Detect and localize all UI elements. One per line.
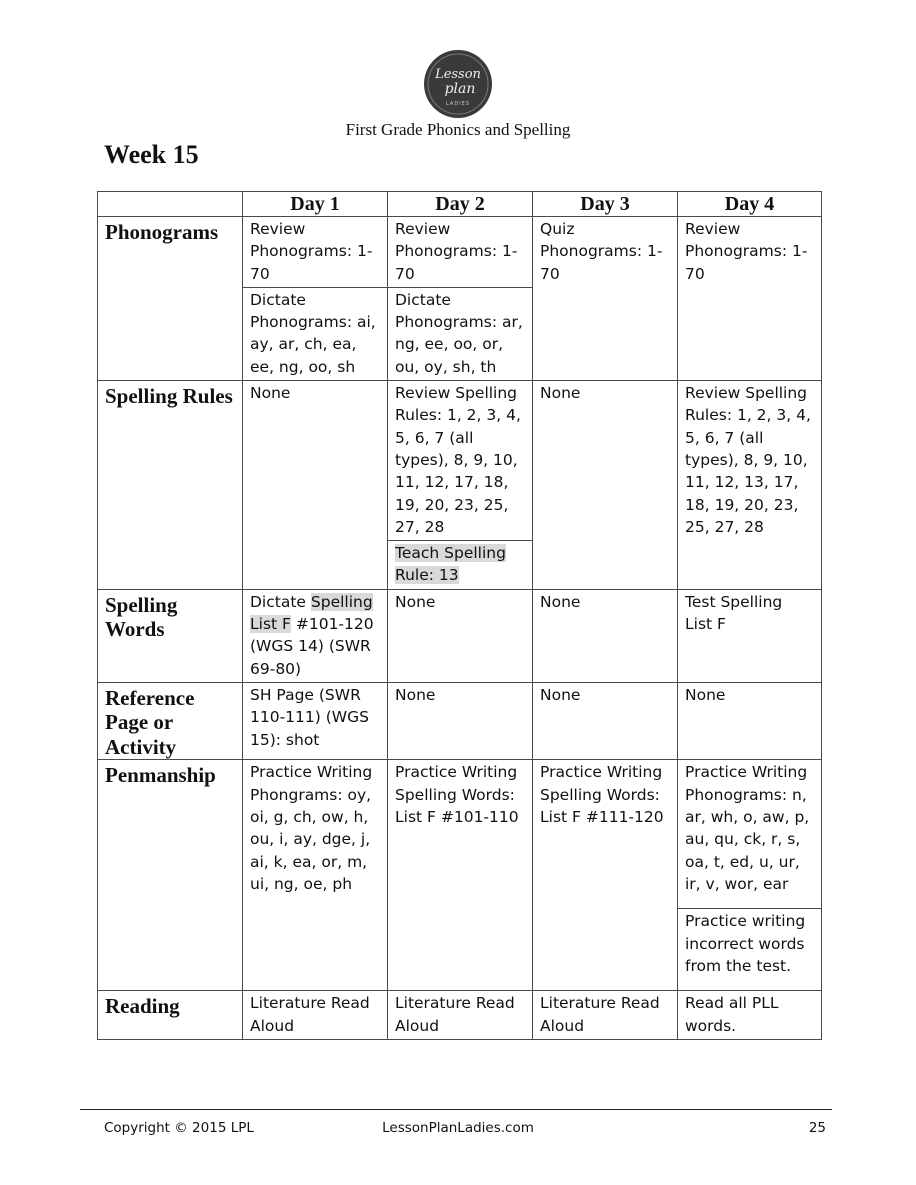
day-header: Day 3 <box>533 192 678 217</box>
cell-penmanship-day3: Practice Writing Spelling Words: List F #111-120 <box>533 760 678 991</box>
cell-rules-day4: Review Spelling Rules: 1, 2, 3, 4, 5, 6, 7 (all types), 8, 9, 10, 11, 12, 13, 17, 18, 19, 20, 23, 25, 27, 28 <box>678 381 822 590</box>
row-label-spelling-words: Spelling Words <box>98 589 243 682</box>
highlighted-text: Teach Spelling Rule: 13 <box>395 544 506 585</box>
cell-reference-day2: None <box>388 682 533 760</box>
cell-rules-day2-teach <box>388 541 533 590</box>
cell-reference-day3: None <box>533 682 678 760</box>
logo-text-plan: plan <box>444 81 476 97</box>
day-header: Day 4 <box>678 192 822 217</box>
row-label-penmanship: Penmanship <box>98 760 243 991</box>
cell-rules-day3: None <box>533 381 678 590</box>
cell-reading-day2: Literature Read Aloud <box>388 991 533 1040</box>
week-title: Week 15 <box>104 140 199 169</box>
document-subtitle: First Grade Phonics and Spelling <box>345 120 571 139</box>
cell-rules-day2-review: Review Spelling Rules: 1, 2, 3, 4, 5, 6, 7 (all types), 8, 9, 10, 11, 12, 17, 18, 19, 20, 23, 25, 27, 28 <box>388 381 533 541</box>
cell-phonograms-day2-dictate: Dictate Phonograms: ar, ng, ee, oo, or, ou, oy, sh, th <box>388 287 533 380</box>
cell-phonograms-day1-review: Review Phonograms: 1-70 <box>243 217 388 288</box>
cell-phonograms-day1-dictate: Dictate Phonograms: ai, ay, ar, ch, ea, ee, ng, oo, sh <box>243 287 388 380</box>
cell-reference-day4: None <box>678 682 822 760</box>
lesson-plan-ladies-logo <box>420 48 496 120</box>
cell-text: Dictate <box>250 592 311 611</box>
cell-words-day1 <box>243 589 388 682</box>
cell-phonograms-day3: Quiz Phonograms: 1-70 <box>533 217 678 381</box>
cell-words-day2: None <box>388 589 533 682</box>
cell-penmanship-day4-incorrect: Practice writing incorrect words from the test. <box>678 909 822 991</box>
cell-penmanship-day2: Practice Writing Spelling Words: List F #101-110 <box>388 760 533 991</box>
table-row <box>98 589 822 682</box>
cell-penmanship-day1: Practice Writing Phongrams: oy, oi, g, ch, ow, h, ou, i, ay, dge, j, ai, k, ea, or, m, ui, ng, oe, ph <box>243 760 388 991</box>
logo-text-ladies: LADIES <box>446 101 470 107</box>
footer-copyright: Copyright © 2015 LPL <box>104 1120 254 1136</box>
table-row <box>98 760 822 909</box>
corner-cell <box>98 192 243 217</box>
table-row <box>98 217 822 288</box>
day-header: Day 2 <box>388 192 533 217</box>
cell-words-day4: Test Spelling List F <box>678 589 822 682</box>
row-label-reference: Reference Page or Activity <box>98 682 243 760</box>
cell-phonograms-day4: Review Phonograms: 1-70 <box>678 217 822 381</box>
row-label-reading: Reading <box>98 991 243 1040</box>
cell-rules-day1: None <box>243 381 388 590</box>
footer-site: LessonPlanLadies.com <box>382 1120 534 1136</box>
cell-reading-day1: Literature Read Aloud <box>243 991 388 1040</box>
cell-words-day3: None <box>533 589 678 682</box>
cell-reading-day4: Read all PLL words. <box>678 991 822 1040</box>
cell-text: #101-120 (WGS 14) (SWR 69-80) <box>250 615 374 678</box>
row-label-spelling-rules: Spelling Rules <box>98 381 243 590</box>
footer-divider <box>80 1109 832 1110</box>
cell-reading-day3: Literature Read Aloud <box>533 991 678 1040</box>
logo-text-lesson: Lesson <box>435 67 481 82</box>
table-row <box>98 991 822 1040</box>
cell-phonograms-day2-review: Review Phonograms: 1-70 <box>388 217 533 288</box>
table-row <box>98 381 822 541</box>
row-label-phonograms: Phonograms <box>98 217 243 381</box>
highlighted-text: Spelling List F <box>250 592 373 634</box>
cell-penmanship-day4-practice: Practice Writing Phonograms: n, ar, wh, o, aw, p, au, qu, ck, r, s, oa, t, ed, u, ur, ir, v, wor, ear <box>678 760 822 909</box>
weekly-plan-table <box>97 191 822 1040</box>
page-number: 25 <box>808 1120 826 1136</box>
table-row <box>98 682 822 760</box>
day-header: Day 1 <box>243 192 388 217</box>
table-header-row <box>98 192 822 217</box>
cell-reference-day1: SH Page (SWR 110-111) (WGS 15): shot <box>243 682 388 760</box>
